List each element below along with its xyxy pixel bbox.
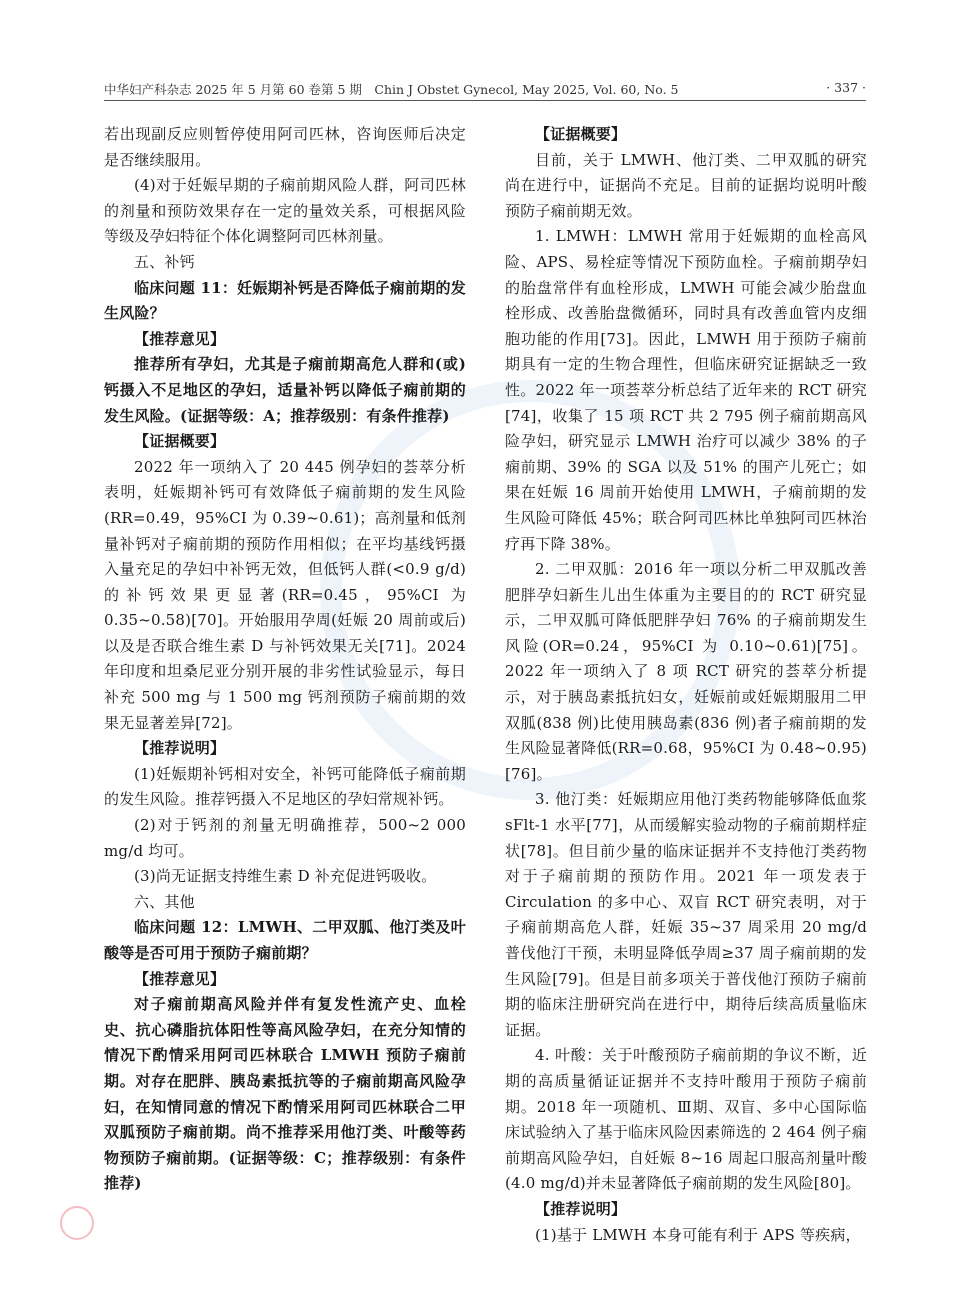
header-rule xyxy=(104,100,866,101)
left-column-paragraph: (1)妊娠期补钙相对安全，补钙可能降低子痫前期的发生风险。推荐钙摄入不足地区的孕妇常规补钙。 xyxy=(104,764,466,809)
right-column-paragraph: 2. 二甲双胍：2016 年一项以分析二甲双胍改善肥胖孕妇新生儿出生体重为主要目的的 RCT 研究显示，二甲双胍可降低肥胖孕妇 76% 的子痫前期发生风险(OR=0.24，95%CI 为 0.10~0.61)[75]。2022 年一项纳入了 8 项 RCT 研究的荟萃分析提示，对于胰岛素抵抗妇女，妊娠前或妊娠期服用二甲双胍(838 例)比使用胰岛素(836 例)者子痫前期的发生风险显著降低(RR=0.68，95%CI 为 0.48~0.95)[76]。 xyxy=(505,560,867,783)
left-column-paragraph: 若出现副反应则暂停使用阿司匹林，咨询医师后决定是否继续服用。 xyxy=(104,125,466,169)
right-column-paragraph: 4. 叶酸：关于叶酸预防子痫前期的争议不断，近期的高质量循证证据并不支持叶酸用于预防子痫前期。2018 年一项随机、Ⅲ期、双盲、多中心国际临床试验纳入了基于临床风险因素筛选的 2 464 例子痫前期高风险孕妇，自妊娠 8~16 周起口服高剂量叶酸(4.0 mg/d)并未显著降低子痫前期的发生风险[80]。 xyxy=(505,1046,867,1193)
left-column xyxy=(104,122,466,1197)
left-column-paragraph: 对子痫前期高风险并伴有复发性流产史、血栓史、抗心磷脂抗体阳性等高风险孕妇，在充分知情的情况下酌情采用阿司匹林联合 LMWH 预防子痫前期。对存在肥胖、胰岛素抵抗等的子痫前期高风险孕妇，在知情同意的情况下酌情采用阿司匹林联合二甲双胍预防子痫前期。尚不推荐采用他汀类、叶酸等药物预防子痫前期。(证据等级：C；推荐级别：有条件推荐) xyxy=(104,995,466,1193)
left-column-paragraph: (4)对于妊娠早期的子痫前期风险人群，阿司匹林的剂量和预防效果存在一定的量效关系，可根据风险等级及孕妇特征个体化调整阿司匹林剂量。 xyxy=(104,176,466,246)
left-column-paragraph: 六、其他 xyxy=(134,892,195,911)
left-column-paragraph: 临床问题 12：LMWH、二甲双胍、他汀类及叶酸等是否可用于预防子痫前期？ xyxy=(104,918,466,962)
right-column-paragraph: (1)基于 LMWH 本身可能有利于 APS 等疾病， xyxy=(535,1225,861,1244)
left-column-paragraph: (3)尚无证据支持维生素 D 补充促进钙吸收。 xyxy=(134,867,437,886)
left-column-paragraph: 临床问题 11：妊娠期补钙是否降低子痫前期的发生风险？ xyxy=(104,278,466,323)
left-column-paragraph: 【推荐意见】 xyxy=(134,969,226,988)
left-column-paragraph: 【推荐意见】 xyxy=(134,329,226,348)
left-column-paragraph: 【推荐说明】 xyxy=(134,739,226,758)
right-column-paragraph: 【证据概要】 xyxy=(535,125,627,143)
right-column-paragraph: 1. LMWH：LMWH 常用于妊娠期的血栓高风险、APS、易栓症等情况下预防血栓。子痫前期孕妇的胎盘常伴有血栓形成，LMWH 可能会减少胎盘血栓形成、改善胎盘微循环，同时具有改善血管内皮细胞功能的作用[73]。因此，LMWH 用于预防子痫前期具有一定的生物合理性，但临床研究证据缺乏一致性。2022 年一项荟萃分析总结了近年来的 RCT 研究[74]，收集了 15 项 RCT 共 2 795 例子痫前期高风险孕妇，研究显示 LMWH 治疗可以减少 38% 的子痫前期、39% 的 SGA 以及 51% 的围产儿死亡；如果在妊娠 16 周前开始使用 LMWH，子痫前期的发生风险可降低 45%；联合阿司匹林比单独阿司匹林治疗再下降 38%。 xyxy=(505,227,867,553)
right-column-paragraph: 【推荐说明】 xyxy=(535,1199,627,1218)
publisher-seal-icon xyxy=(60,1206,94,1240)
left-column-paragraph: 五、补钙 xyxy=(134,252,195,271)
publisher-logo xyxy=(60,1204,490,1244)
left-column-paragraph: 推荐所有孕妇，尤其是子痫前期高危人群和(或)钙摄入不足地区的孕妇，适量补钙以降低子痫前期的发生风险。(证据等级：A；推荐级别：有条件推荐) xyxy=(104,355,466,425)
left-column-paragraph: 【证据概要】 xyxy=(134,432,226,451)
page-number: · 337 · xyxy=(826,80,866,95)
right-column-paragraph: 目前，关于 LMWH、他汀类、二甲双胍的研究尚在进行中，证据尚不充足。目前的证据均说明叶酸预防子痫前期无效。 xyxy=(505,150,867,220)
left-column-paragraph: (2)对于钙剂的剂量无明确推荐，500~2 000 mg/d 均可。 xyxy=(104,816,466,860)
right-column-paragraph: 3. 他汀类：妊娠期应用他汀类药物能够降低血浆 sFlt-1 水平[77]，从而缓解实验动物的子痫前期样症状[78]。但目前少量的临床证据并不支持他汀类药物对于子痫前期的预防作用。2021 年一项发表于 Circulation 的多中心、双盲 RCT 研究表明，对于子痫前期高危人群，妊娠 35~37 周采用 20 mg/d 普伐他汀干预，未明显降低孕周≥37 周子痫前期的发生风险[79]。但是目前多项关于普伐他汀预防子痫前期的临床注册研究尚在进行中，期待后续高质量临床证据。 xyxy=(505,790,867,1039)
running-header xyxy=(104,80,866,102)
right-column xyxy=(505,122,867,1248)
left-column-paragraph: 2022 年一项纳入了 20 445 例孕妇的荟萃分析表明，妊娠期补钙可有效降低子痫前期的发生风险(RR=0.49，95%CI 为 0.39~0.61)；高剂量和低剂量补钙对子痫前期的预防作用相似；在平均基线钙摄入量充足的孕妇中补钙无效，但低钙人群(<0.9 g/d)的补钙效果更显著(RR=0.45，95%CI 为 0.35~0.58)[70]。开始服用孕周(妊娠 20 周前或后)以及是否联合维生素 D 与补钙效果无关[71]。2024 年印度和坦桑尼亚分别开展的非劣性试验显示，每日补充 500 mg 与 1 500 mg 钙剂预防子痫前期的效果无显著差异[72]。 xyxy=(104,457,466,732)
journal-citation: 中华妇产科杂志 2025 年 5 月第 60 卷第 5 期 Chin J Obstet Gynecol, May 2025, Vol. 60, No. 5 xyxy=(104,82,679,97)
